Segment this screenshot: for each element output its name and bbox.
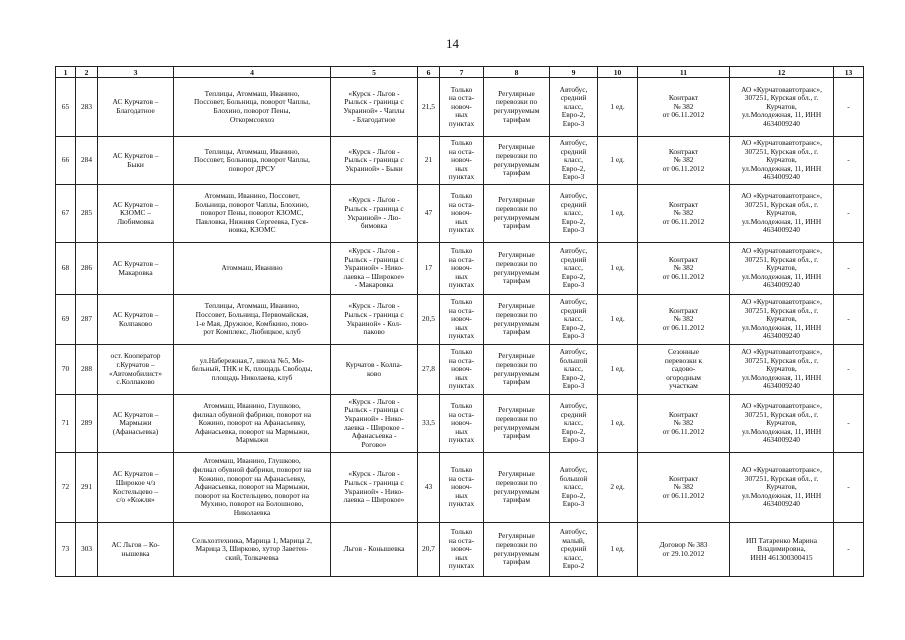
route-number-cell: 284 (76, 137, 98, 185)
row-number-cell: 68 (56, 243, 76, 295)
carrier-cell: АО «Курчатовавтотранс», 307251, Курская обл., г. Курчатов, ул.Молодежная, 11, ИНН 4634009240 (730, 137, 834, 185)
boarding-cell: Только на оста- новоч- ных пунктах (440, 243, 484, 295)
vehicle-count-cell: 1 ед. (598, 243, 638, 295)
column-header: 12 (730, 67, 834, 78)
carrier-cell: АО «Курчатовавтотранс», 307251, Курская обл., г. Курчатов, ул.Молодежная, 11, ИНН 4634009240 (730, 395, 834, 453)
transport-type-cell: Регулярные перевозки по регулируемым тарифам (484, 243, 550, 295)
roads-cell: «Курск - Льгов - Рыльск - граница с Украиной» - Чаплы - Благодатное (331, 78, 418, 137)
table-row (56, 345, 864, 395)
transport-type-cell: Регулярные перевозки по регулируемым тарифам (484, 295, 550, 345)
route-name-cell: ост. Кооператор г.Курчатов – «Автомобилист» с.Колпаково (98, 345, 174, 395)
route-number-cell: 303 (76, 523, 98, 577)
route-number-cell: 283 (76, 78, 98, 137)
vehicle-count-cell: 1 ед. (598, 345, 638, 395)
carrier-cell: АО «Курчатовавтотранс», 307251, Курская обл., г. Курчатов, ул.Молодежная, 11, ИНН 4634009240 (730, 453, 834, 523)
transport-type-cell: Регулярные перевозки по регулируемым тарифам (484, 78, 550, 137)
contract-cell: Договор № 383 от 29.10.2012 (638, 523, 730, 577)
carrier-cell: АО «Курчатовавтотранс», 307251, Курская обл., г. Курчатов, ул.Молодежная, 11, ИНН 4634009240 (730, 295, 834, 345)
route-number-cell: 286 (76, 243, 98, 295)
vehicle-class-cell: Автобус, средний класс, Евро-2, Евро-3 (550, 78, 598, 137)
vehicle-class-cell: Автобус, средний класс, Евро-2, Евро-3 (550, 395, 598, 453)
boarding-cell: Только на оста- новоч- ных пунктах (440, 395, 484, 453)
column-header: 9 (550, 67, 598, 78)
vehicle-count-cell: 1 ед. (598, 185, 638, 243)
stops-cell: Атоммаш, Иванино (174, 243, 331, 295)
notes-cell: - (834, 345, 864, 395)
stops-cell: Теплицы, Атоммаш, Иванино, Поссовет, Больница, поворот Чаплы, поворот ДРСУ (174, 137, 331, 185)
carrier-cell: АО «Курчатовавтотранс», 307251, Курская обл., г. Курчатов, ул.Молодежная, 11, ИНН 4634009240 (730, 78, 834, 137)
roads-cell: «Курск - Льгов - Рыльск - граница с Украиной» - Нико- лаевка - Широкое - Афанасьевка - Рогово» (331, 395, 418, 453)
route-name-cell: АС Курчатов – Благодатное (98, 78, 174, 137)
page-number: 14 (446, 36, 459, 51)
vehicle-count-cell: 1 ед. (598, 137, 638, 185)
route-number-cell: 287 (76, 295, 98, 345)
route-number-cell: 285 (76, 185, 98, 243)
length-cell: 27,8 (418, 345, 440, 395)
carrier-cell: АО «Курчатовавтотранс», 307251, Курская обл., г. Курчатов, ул.Молодежная, 11, ИНН 4634009240 (730, 185, 834, 243)
notes-cell: - (834, 78, 864, 137)
carrier-cell: ИП Татаренко Марина Владимировна, ИНН 461300300415 (730, 523, 834, 577)
boarding-cell: Только на оста- новоч- ных пунктах (440, 185, 484, 243)
table-row (56, 523, 864, 577)
vehicle-class-cell: Автобус, средний класс, Евро-2, Евро-3 (550, 243, 598, 295)
column-header: 13 (834, 67, 864, 78)
roads-cell: Льгов - Конышевка (331, 523, 418, 577)
boarding-cell: Только на оста- новоч- ных пунктах (440, 453, 484, 523)
length-cell: 43 (418, 453, 440, 523)
contract-cell: Контракт № 382 от 06.11.2012 (638, 295, 730, 345)
header-row (56, 67, 864, 78)
vehicle-count-cell: 1 ед. (598, 295, 638, 345)
boarding-cell: Только на оста- новоч- ных пунктах (440, 78, 484, 137)
route-name-cell: АС Курчатов – Мармыжи (Афанасьевка) (98, 395, 174, 453)
transport-type-cell: Регулярные перевозки по регулируемым тарифам (484, 345, 550, 395)
transport-type-cell: Регулярные перевозки по регулируемым тарифам (484, 523, 550, 577)
column-header: 6 (418, 67, 440, 78)
vehicle-class-cell: Автобус, большой класс, Евро-2, Евро-3 (550, 345, 598, 395)
notes-cell: - (834, 185, 864, 243)
length-cell: 20,7 (418, 523, 440, 577)
contract-cell: Контракт № 382 от 06.11.2012 (638, 78, 730, 137)
route-name-cell: АС Курчатов – Макаровка (98, 243, 174, 295)
stops-cell: Атоммаш, Иванино, Поссовет, Больница, поворот Чаплы, Блохино, поворот Пены, поворот КЗОМС, Павловка, Нижняя Сергеевка, Гуся- новка, КЗОМС (174, 185, 331, 243)
length-cell: 47 (418, 185, 440, 243)
boarding-cell: Только на оста- новоч- ных пунктах (440, 523, 484, 577)
row-number-cell: 73 (56, 523, 76, 577)
stops-cell: Теплицы, Атоммаш, Иванино, Поссовет, Больница, поворот Чаплы, Блохино, поворот Пены, Откормсовхоз (174, 78, 331, 137)
column-header: 3 (98, 67, 174, 78)
transport-type-cell: Регулярные перевозки по регулируемым тарифам (484, 137, 550, 185)
route-name-cell: АС Льгов – Ко- нышевка (98, 523, 174, 577)
stops-cell: Атоммаш, Иванино, Глушково, филиал обувной фабрики, поворот на Кожино, поворот на Афанасьевку, Афанасьевка, поворот на Мармыжи, поворот на Костельцево, поворот на Мухино, поворот на Болошново, Николаевка (174, 453, 331, 523)
roads-cell: «Курск - Льгов - Рыльск - граница с Украиной» - Кол- паково (331, 295, 418, 345)
column-header: 5 (331, 67, 418, 78)
row-number-cell: 69 (56, 295, 76, 345)
boarding-cell: Только на оста- новоч- ных пунктах (440, 137, 484, 185)
table-row (56, 137, 864, 185)
row-number-cell: 67 (56, 185, 76, 243)
table-row (56, 395, 864, 453)
table-row (56, 295, 864, 345)
vehicle-count-cell: 1 ед. (598, 395, 638, 453)
notes-cell: - (834, 137, 864, 185)
length-cell: 17 (418, 243, 440, 295)
row-number-cell: 70 (56, 345, 76, 395)
notes-cell: - (834, 295, 864, 345)
column-header: 10 (598, 67, 638, 78)
length-cell: 33,5 (418, 395, 440, 453)
vehicle-class-cell: Автобус, средний класс, Евро-2, Евро-3 (550, 295, 598, 345)
carrier-cell: АО «Курчатовавтотранс», 307251, Курская обл., г. Курчатов, ул.Молодежная, 11, ИНН 4634009240 (730, 345, 834, 395)
row-number-cell: 66 (56, 137, 76, 185)
transport-type-cell: Регулярные перевозки по регулируемым тарифам (484, 395, 550, 453)
contract-cell: Сезонные перевозки к садово- огородным участкам (638, 345, 730, 395)
stops-cell: ул.Набережная,7, школа №5, Ме- бельный, ТНК и К, площадь Свободы, площадь Николаева, клуб (174, 345, 331, 395)
row-number-cell: 72 (56, 453, 76, 523)
route-number-cell: 289 (76, 395, 98, 453)
column-header: 4 (174, 67, 331, 78)
table-row (56, 453, 864, 523)
column-header: 7 (440, 67, 484, 78)
length-cell: 21,5 (418, 78, 440, 137)
column-header: 11 (638, 67, 730, 78)
table-row (56, 78, 864, 137)
route-name-cell: АС Курчатов – Широкое ч/з Костельцево – с/о «Кожля» (98, 453, 174, 523)
boarding-cell: Только на оста- новоч- ных пунктах (440, 345, 484, 395)
vehicle-count-cell: 1 ед. (598, 78, 638, 137)
vehicle-class-cell: Автобус, малый, средний класс, Евро-2 (550, 523, 598, 577)
column-header: 2 (76, 67, 98, 78)
stops-cell: Теплицы, Атоммаш, Иванино, Поссовет, Больница, Первомайская, 1-е Мая, Дружное, Комбкино, пово- рот Комплекс, Любицкое, клуб (174, 295, 331, 345)
column-header: 1 (56, 67, 76, 78)
notes-cell: - (834, 523, 864, 577)
vehicle-count-cell: 1 ед. (598, 523, 638, 577)
routes-table (55, 66, 864, 577)
roads-cell: Курчатов - Колпа- ково (331, 345, 418, 395)
roads-cell: «Курск - Льгов - Рыльск - граница с Украиной» - Лю- бимовка (331, 185, 418, 243)
length-cell: 20,5 (418, 295, 440, 345)
vehicle-class-cell: Автобус, большой класс, Евро-2, Евро-3 (550, 453, 598, 523)
route-name-cell: АС Курчатов – Быки (98, 137, 174, 185)
roads-cell: «Курск - Льгов - Рыльск - граница с Украиной» - Нико- лаевка – Широкое» (331, 453, 418, 523)
contract-cell: Контракт № 382 от 06.11.2012 (638, 395, 730, 453)
contract-cell: Контракт № 382 от 06.11.2012 (638, 137, 730, 185)
row-number-cell: 65 (56, 78, 76, 137)
roads-cell: «Курск - Льгов - Рыльск - граница с Украиной» - Быки (331, 137, 418, 185)
notes-cell: - (834, 453, 864, 523)
transport-type-cell: Регулярные перевозки по регулируемым тарифам (484, 185, 550, 243)
table-row (56, 243, 864, 295)
vehicle-count-cell: 2 ед. (598, 453, 638, 523)
row-number-cell: 71 (56, 395, 76, 453)
vehicle-class-cell: Автобус, средний класс, Евро-2, Евро-3 (550, 185, 598, 243)
route-number-cell: 288 (76, 345, 98, 395)
contract-cell: Контракт № 382 от 06.11.2012 (638, 243, 730, 295)
route-name-cell: АС Курчатов – КЗОМС – Любимовка (98, 185, 174, 243)
length-cell: 21 (418, 137, 440, 185)
contract-cell: Контракт № 382 от 06.11.2012 (638, 453, 730, 523)
route-name-cell: АС Курчатов – Колпаково (98, 295, 174, 345)
carrier-cell: АО «Курчатовавтотранс», 307251, Курская обл., г. Курчатов, ул.Молодежная, 11, ИНН 4634009240 (730, 243, 834, 295)
vehicle-class-cell: Автобус, средний класс, Евро-2, Евро-3 (550, 137, 598, 185)
roads-cell: «Курск - Льгов - Рыльск - граница с Украиной» - Нико- лаевка – Широкое» - Макаровка (331, 243, 418, 295)
stops-cell: Атоммаш, Иванино, Глушково, филиал обувной фабрики, поворот на Кожино, поворот на Афанасьевку, Афанасьевка, поворот на Мармыжи, Мармыжи (174, 395, 331, 453)
notes-cell: - (834, 395, 864, 453)
column-header: 8 (484, 67, 550, 78)
contract-cell: Контракт № 382 от 06.11.2012 (638, 185, 730, 243)
stops-cell: Сельхозтехника, Марица 1, Марица 2, Марица 3, Ширково, хутор Заветен- ский, Толкачевка (174, 523, 331, 577)
route-number-cell: 291 (76, 453, 98, 523)
boarding-cell: Только на оста- новоч- ных пунктах (440, 295, 484, 345)
transport-type-cell: Регулярные перевозки по регулируемым тарифам (484, 453, 550, 523)
table-row (56, 185, 864, 243)
notes-cell: - (834, 243, 864, 295)
